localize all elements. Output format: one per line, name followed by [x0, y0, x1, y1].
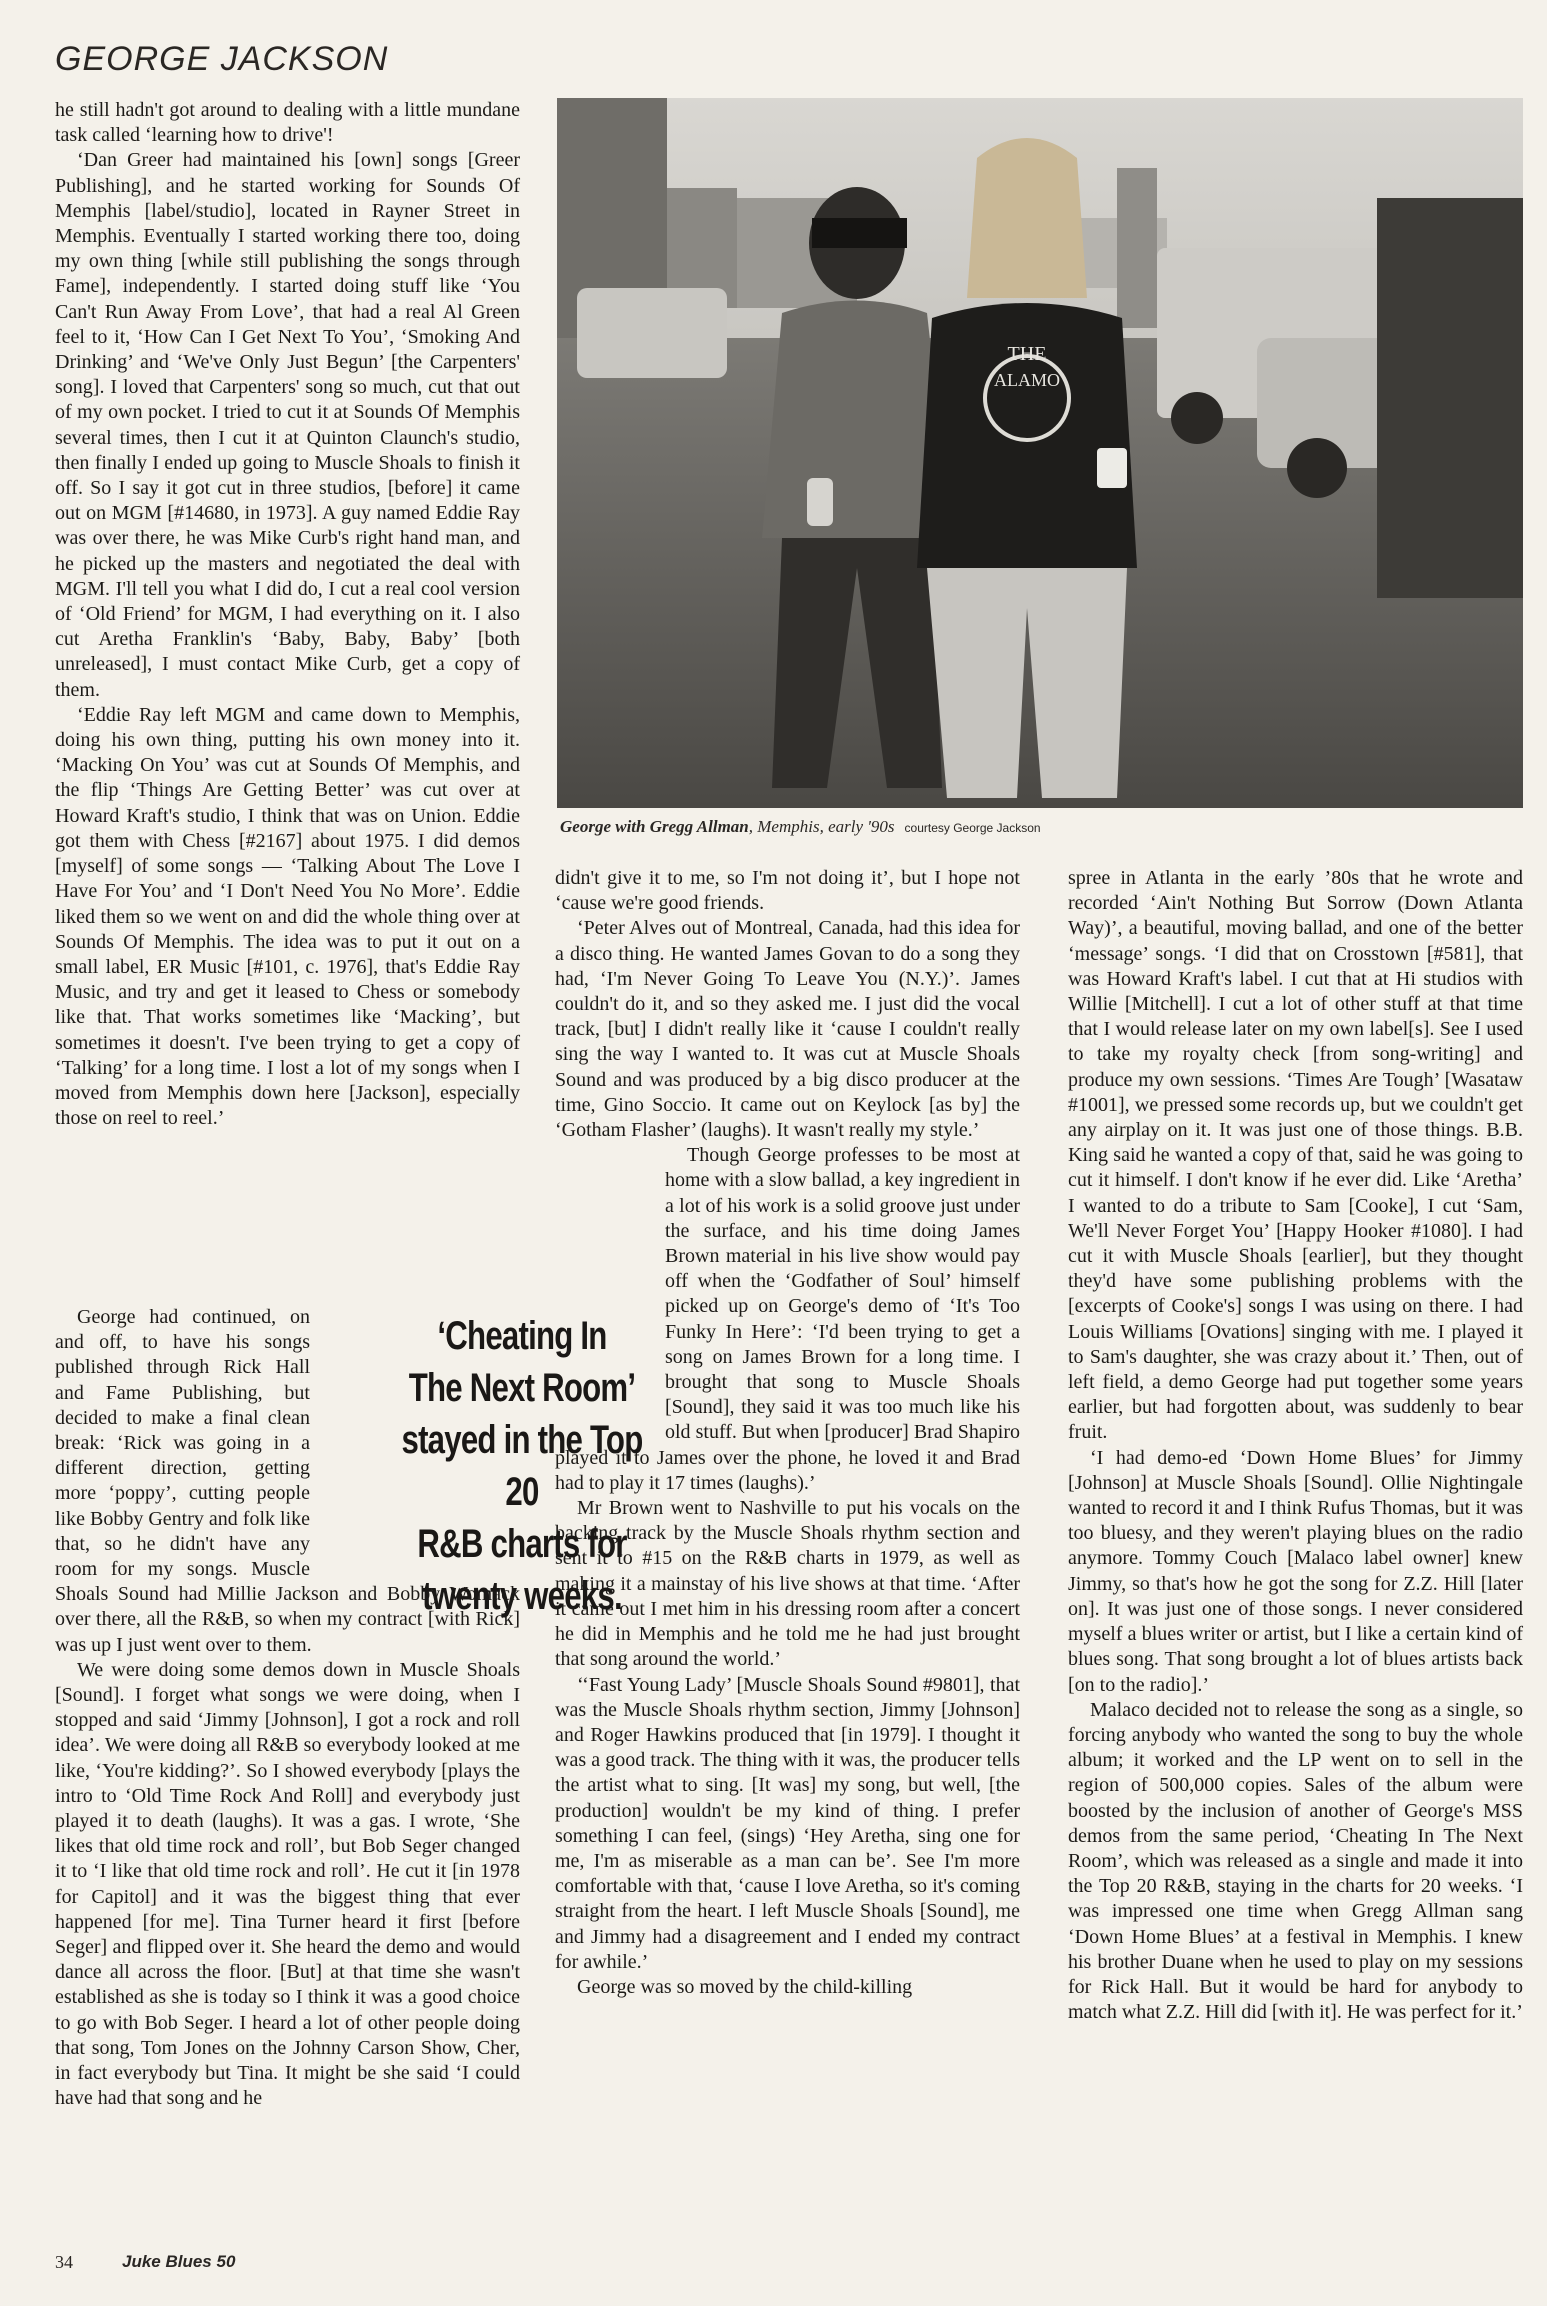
paragraph: spree in Atlanta in the early ’80s that he wrote and recorded ‘Ain't Nothing But Sorrow (Down Atlanta Way)’, a beautiful, moving ballad, and one of the better ‘message’ songs. ‘I did that on Crosstown [#581], that was Howard Kraft's label. I cut that at Hi studios with Willie [Mitchell]. I cut a lot of other stuff at that time that I would release later on my own label[s]. See I used to take my royalty check [from song-writing] and produce my own sessions. ‘Times Are Tough’ [Wasataw #1001], we pressed some records up, but we couldn't get any airplay on it. It was just one of those things. B.B. King said he wanted a copy of that, said he was going to cut it himself. I don't know if he ever did. Like ‘Aretha’ I wanted to do a tribute to Sam [Cooke], I cut ‘Sam, We'll Never Forget You’ [Happy Hooker #1080]. I had cut it with Muscle Shoals [earlier], but they thought they'd have some publishing problems with the [excerpts of Cooke's] songs I was using on there. I had Louis Williams [Ovations] singing with me. I played it to Sam's daughter, she was crazy about it.’ Then, out of left field, a demo George had put together some years earlier, but had forgotten about, was suddenly to bear fruit. — [1068, 867, 1523, 1444]
paragraph: We were doing some demos down in Muscle Shoals [Sound]. I forget what songs we were doing, when I stopped and said ‘Jimmy [Johnson], I got a rock and roll idea’. We were doing all R&B so everybody looked at me like, ‘You're kidding?’. So I showed everybody [plays the intro to ‘Old Time Rock And Roll] and everybody just played it to death (laughs). It was a gas. I wrote, ‘She likes that old time rock and roll’, but Bob Seger changed it to ‘I like that old time rock and roll’. He cut it [in 1978 for Capitol] and it was the biggest thing that ever happened [for me]. Tina Turner heard it first [before Seger] and flipped over it. She heard the demo and would dance all across the floor. [But] at that time she wasn't established as she is today so I think it was a good choice to go with Bob Seger. I heard a lot of other people doing that song, Tom Jones on the Johnny Carson Show, Cher, in fact everybody but Tina. It might be she said ‘I could have had that song and he — [55, 1658, 520, 2110]
caption-place: , Memphis, early '90s — [748, 817, 895, 836]
paragraph: Though George professes to be most at home with a slow ballad, a key ingredient in a lot of his work is a solid groove just under the surface, and his time doing James Brown material in his live show would pay off when the ‘Godfather of Soul’ himself picked up on George's demo of ‘It's Too Funky In Here’: ‘I'd been trying to get a song on James Brown for a long time. I brought that song to Muscle Shoals [Sound], they said it was too much like his old stuff. But when [producer] Brad Shapiro played it to James over the phone, he loved it and Brad had to play it 17 times (laughs).’ — [555, 1144, 1020, 1494]
page-number: 34 — [55, 2252, 73, 2272]
caption-subject: George with Gregg Allman — [560, 817, 749, 836]
pullquote-line: ‘Cheating In — [437, 1314, 607, 1358]
paragraph: Mr Brown went to Nashville to put his vocals on the backing track by the Muscle Shoals rhythm section and sent it to #15 on the R&B charts in 1979, as well as making it a mainstay of his live shows at that time. ‘After it came out I met him in his dressing room after a concert he did in Memphis and he told me he had just brought that song around the world.’ — [555, 1497, 1020, 1671]
paragraph: ‘Eddie Ray left MGM and came down to Memphis, doing his own thing, putting his own money into it. ‘Macking On You’ was cut at Sounds Of Memphis, and the flip ‘Things Are Getting Better’ was cut over at Howard Kraft's studio, I think that was on Union. Eddie got them with Chess [#2167] about 1975. I did demos [myself] of some songs — ‘Talking About The Love I Have For You’ and ‘I Don't Need You No More’. Eddie liked them so we went on and did the whole thing over at Sounds Of Memphis. The idea was to put it out on a small label, ER Music [#101, c. 1976], that's Eddie Ray Music, and try and get it leased to Chess or somebody like that. That works sometimes like ‘Macking’, but sometimes it doesn't. I've been trying to get a copy of ‘Talking’ for a long time. I lost a lot of my songs when I moved from Memphis down here [Jackson], especially those on reel to reel.’ — [55, 703, 520, 1130]
paragraph: he still hadn't got around to dealing with a little mundane task called ‘learning how to drive'! — [55, 99, 520, 147]
paragraph: ‘Dan Greer had maintained his [own] songs [Greer Publishing], and he started working for Sounds Of Memphis [label/studio], located in Rayner Street in Memphis. Eventually I started working there too, doing my own thing [while still publishing the songs through Fame], independently. I started doing stuff like ‘You Can't Run Away From Love’, that had a real Al Green feel to it, ‘How Can I Get Next To You’, ‘Smoking And Drinking’ and ‘We've Only Just Begun’ [the Carpenters' song]. I loved that Carpenters' song so much, cut that out of my own pocket. I tried to cut it at Sounds Of Memphis several times, then I cut it at Quinton Claunch's studio, then finally I ended up going to Muscle Shoals to finish it off. So I say it got cut in three studios, [before] it came out on MGM [#14680, in 1973]. A guy named Eddie Ray was over there, he was Mike Curb's right hand man, and he picked up the masters and negotiated the deal with MGM. I'll tell you what I did do, I cut a real cool version of ‘Old Friend’ for MGM, I had everything on it. I also cut Aretha Franklin's ‘Baby, Baby, Baby’ [both unreleased], I must contact Mike Curb, get a copy of them. — [55, 149, 520, 701]
shirt-text-alamo: ALAMO — [994, 370, 1060, 390]
paragraph: ‘I had demo-ed ‘Down Home Blues’ for Jimmy [Johnson] at Muscle Shoals [Sound]. Ollie Nightingale wanted to record it and I think Rufus Thomas, but it was too bluesy, and they weren't playing blues on the radio anymore. Tommy Couch [Malaco label owner] knew Jimmy, so that's how he got the song for Z.Z. Hill [later on]. It was just one of those songs. I never considered myself a blues writer or artist, but I like a certain kind of blues song. That song brought a lot of blues artists back [on to the radio].’ — [1068, 1446, 1523, 1696]
pullquote-spacer — [555, 1143, 665, 1423]
paragraph: George had continued, on and off, to have his songs published through Rick Hall and Fame Publishing, but decided to make a final clean break: ‘Rick was going in a different direction, getting more ‘poppy’, cutting people like Bobby Gentry and folk like that, so he didn't have any room for my songs. Muscle Shoals Sound had Millie Jackson and Bobby Womack over there, all the R&B, so when my contract [with Rick] was up I just went over to them. — [55, 1306, 520, 1656]
pullquote-line: stayed in the Top 20 — [401, 1418, 643, 1514]
photo-credit: courtesy George Jackson — [904, 821, 1041, 835]
pullquote-line: twenty weeks. — [422, 1574, 622, 1618]
paragraph: ‘Peter Alves out of Montreal, Canada, had this idea for a disco thing. He wanted James Govan to do a song they had, ‘I'm Never Going To Leave You (N.Y.)’. James couldn't do it, and so they asked me. I just did the vocal track, [but] I didn't really like it ‘cause I couldn't really sing the way I wanted to. It was cut at Muscle Shoals Sound and was produced by a big disco producer at the time, Gino Soccio. It came out on Keylock [as by] the ‘Gotham Flasher’ (laughs). It wasn't really my style.’ — [555, 917, 1020, 1142]
column-2 — [555, 866, 1020, 2000]
column-3 — [1068, 866, 1523, 2025]
pullquote-line: The Next Room’ — [408, 1366, 636, 1410]
paragraph: George was so moved by the child-killing — [577, 1975, 913, 1998]
shirt-text-the: THE — [1007, 343, 1047, 365]
photo-george-and-gregg — [557, 98, 1523, 808]
photo-caption — [560, 817, 1041, 837]
paragraph: Malaco decided not to release the song as a single, so forcing anybody who wanted the song to buy the whole album; it worked and the LP went on to sell in the region of 500,000 copies. Sales of the album were boosted by the inclusion of another of George's MSS demos from the same period, ‘Cheating In The Next Room’, which was released as a single and made it into the Top 20 R&B, staying in the charts for 20 weeks. ‘I was impressed one time when Gregg Allman sang ‘Down Home Blues’ at a festival in Memphis. I knew his brother Duane when he used to play on my sessions for Rick Hall. But it would be hard for anybody to match what Z.Z. Hill did [with it]. He was perfect for it.’ — [1068, 1698, 1523, 2024]
paragraph: didn't give it to me, so I'm not doing it’, but I hope not ‘cause we're good friends. — [555, 867, 1020, 915]
paragraph: ‘‘Fast Young Lady’ [Muscle Shoals Sound #9801], that was the Muscle Shoals rhythm section, Jimmy [Johnson] and Roger Hawkins produced that [in 1979]. I thought it was a good track. The thing with it was, the producer tells the artist what to sing. [It was] my song, but well, [the production] wouldn't be my kind of thing. I prefer something I can feel, (sings) ‘Hey Aretha, sing one for me, I'm as miserable as a man can be’. See I'm more comfortable with that, ‘cause I love Aretha, so it's coming straight from the heart. I left Muscle Shoals [Sound], me and Jimmy had a disagreement and I ended my contract for awhile.’ — [555, 1673, 1020, 1973]
running-header: GEORGE JACKSON — [55, 40, 389, 78]
column-1 — [55, 98, 520, 1131]
magazine-name: Juke Blues 50 — [122, 2252, 236, 2271]
pullquote-line: R&B charts for — [417, 1522, 627, 1566]
